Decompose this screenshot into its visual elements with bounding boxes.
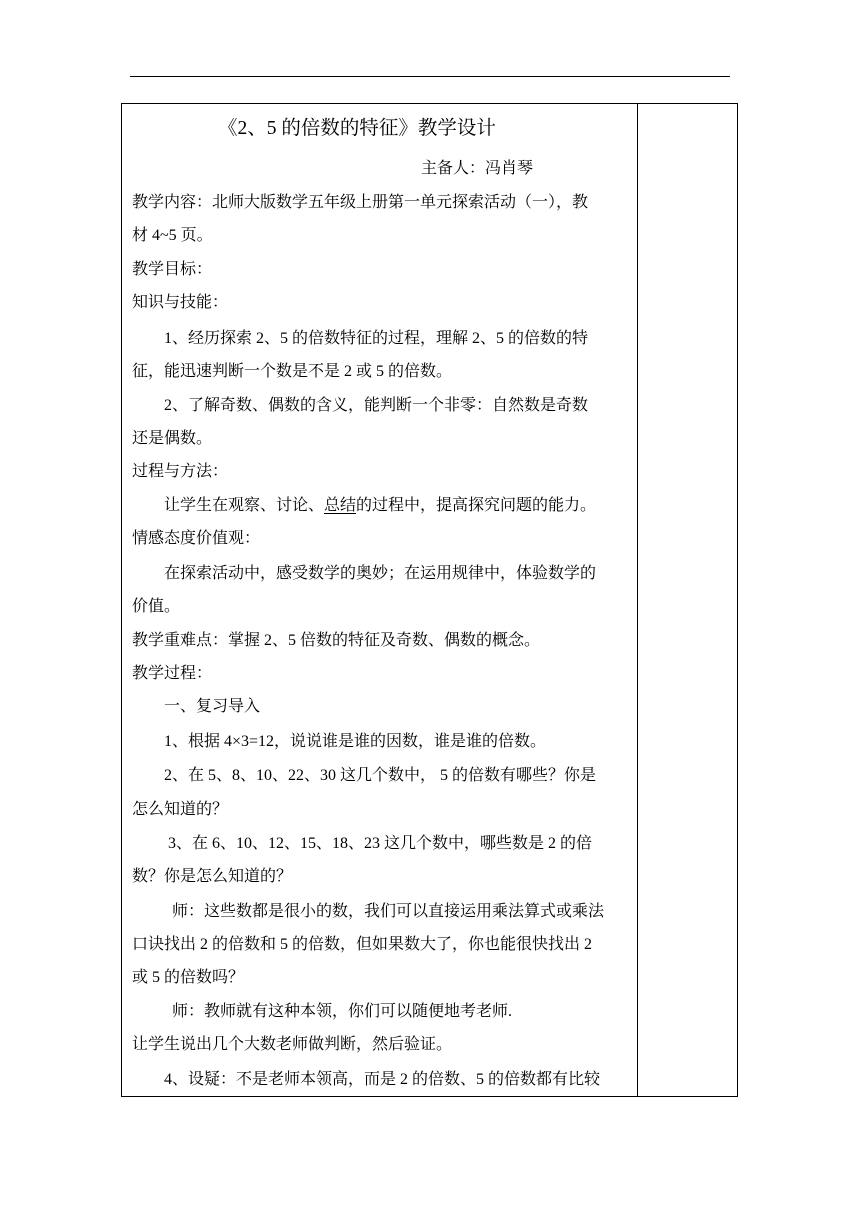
teacher-line-3: 或 5 的倍数吗？ <box>132 969 245 986</box>
author-line: 主备人：冯肖琴 <box>421 160 534 177</box>
goal-2-line-2: 还是偶数。 <box>132 430 213 447</box>
process-text-a: 让学生在观察、讨论、 <box>164 497 325 514</box>
content-line-1: 教学内容：北师大版数学五年级上册第一单元探索活动（一），教 <box>132 194 589 211</box>
lesson-plan-table <box>121 103 738 1097</box>
heading-knowledge: 知识与技能： <box>132 294 229 311</box>
section-review: 一、复习导入 <box>164 698 261 715</box>
review-item-4: 4、设疑：不是老师本领高，而是 2 的倍数、5 的倍数都有比较 <box>164 1071 601 1088</box>
review-item-3-line-2: 数？你是怎么知道的？ <box>132 868 293 885</box>
process-line <box>164 496 596 516</box>
teacher-line-1: 师：这些数都是很小的数，我们可以直接运用乘法算式或乘法 <box>172 903 605 920</box>
goal-2-line-1: 2、了解奇数、偶数的含义，能判断一个非零：自然数是奇数 <box>164 397 589 414</box>
content-line-2: 材 4~5 页。 <box>132 227 213 244</box>
process-text-b: 的过程中，提高探究问题的能力。 <box>356 497 597 514</box>
heading-procedure: 教学过程： <box>132 665 213 682</box>
underlined-word: 总结 <box>324 497 357 514</box>
heading-process: 过程与方法： <box>132 463 229 480</box>
attitude-line-2: 价值。 <box>132 598 181 615</box>
column-divider <box>637 104 638 1096</box>
teacher-line-2: 口诀找出 2 的倍数和 5 的倍数，但如果数大了，你也能很快找出 2 <box>132 936 593 953</box>
goal-1-line-1: 1、经历探索 2、5 的倍数特征的过程，理解 2、5 的倍数的特 <box>164 330 589 347</box>
document-title: 《2、5 的倍数的特征》教学设计 <box>218 118 496 139</box>
goal-1-line-2: 征，能迅速判断一个数是不是 2 或 5 的倍数。 <box>132 363 453 380</box>
attitude-line-1: 在探索活动中，感受数学的奥妙；在运用规律中，体验数学的 <box>164 565 597 582</box>
review-item-1: 1、根据 4×3=12，说说谁是谁的因数，谁是谁的倍数。 <box>164 733 547 750</box>
key-points: 教学重难点：掌握 2、5 倍数的特征及奇数、偶数的概念。 <box>132 632 541 649</box>
review-item-2-line-1: 2、在 5、8、10、22、30 这几个数中， 5 的倍数有哪些？你是 <box>164 767 597 784</box>
review-item-3-line-1: 3、在 6、10、12、15、18、23 这几个数中，哪些数是 2 的倍 <box>168 835 593 852</box>
review-item-2-line-2: 怎么知道的？ <box>132 801 229 818</box>
heading-goals: 教学目标： <box>132 261 213 278</box>
header-rule <box>130 76 730 77</box>
teacher-line-4: 师：教师就有这种本领，你们可以随便地考老师. <box>172 1003 513 1020</box>
heading-attitude: 情感态度价值观： <box>132 530 261 547</box>
student-activity: 让学生说出几个大数老师做判断，然后验证。 <box>132 1036 453 1053</box>
